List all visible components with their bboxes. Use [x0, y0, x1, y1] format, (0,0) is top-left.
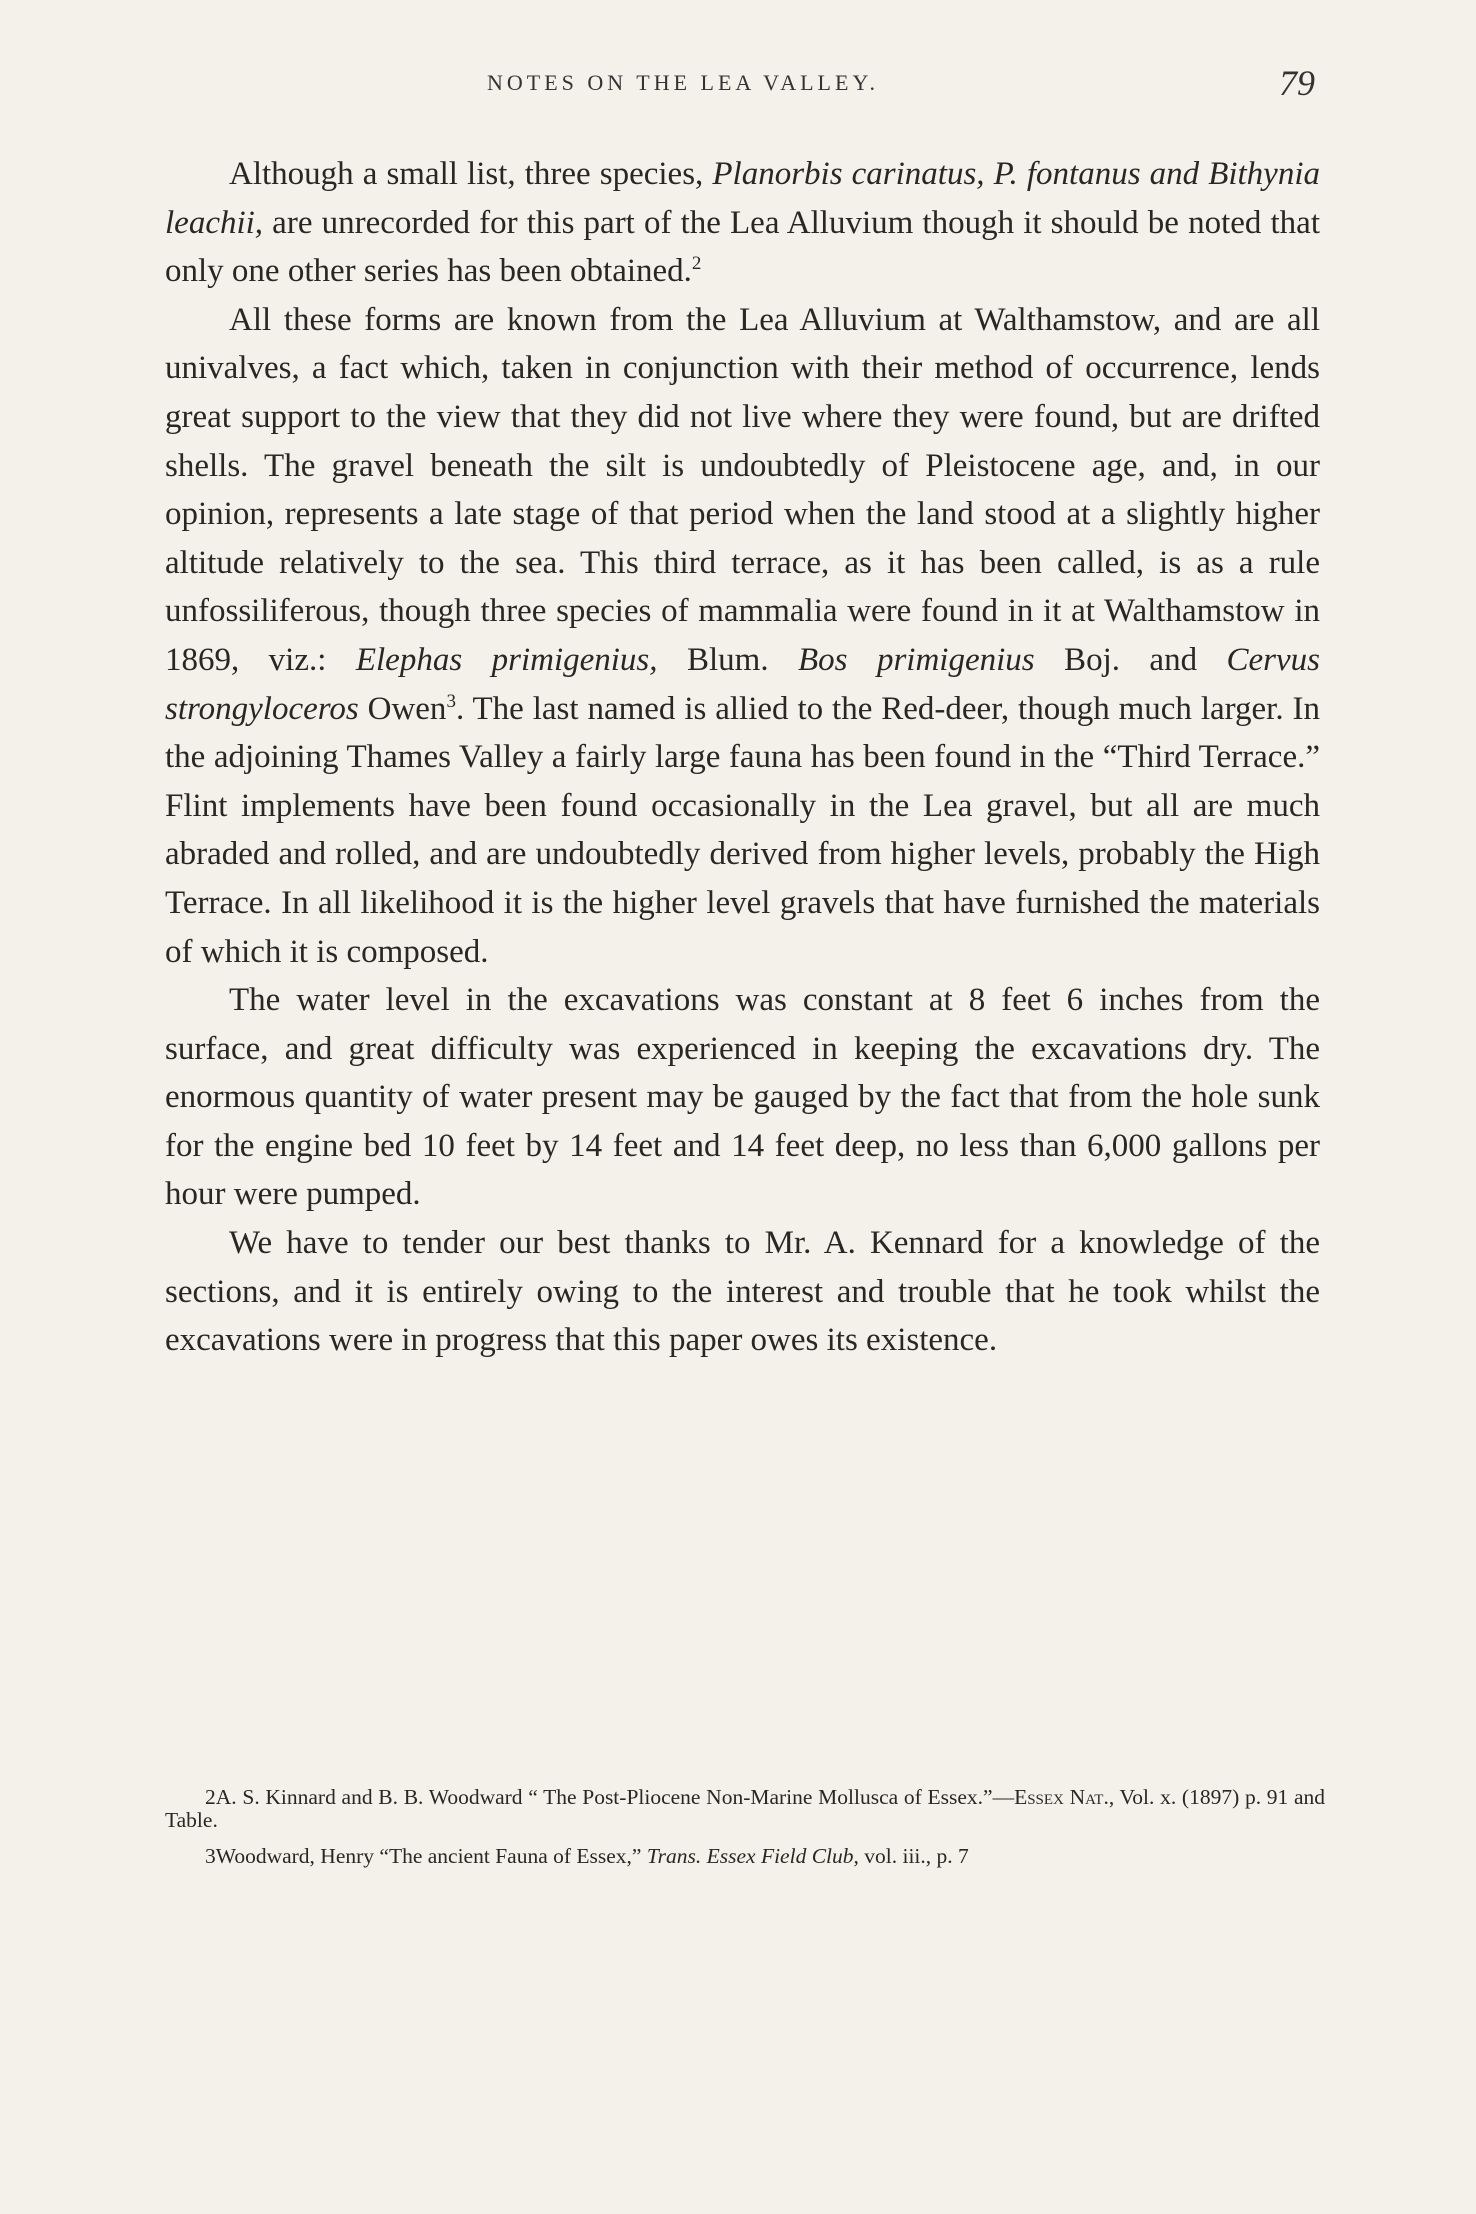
footnote-ref-3: 3 [446, 690, 456, 712]
footnotes [165, 1786, 1325, 1881]
paragraph-1-text-a: Although a small list, three species, [229, 156, 713, 192]
footnote-2 [165, 1786, 1325, 1832]
page-header [165, 63, 1315, 106]
footnote-3 [165, 1845, 1325, 1868]
footnote-3-text: 3Woodward, Henry “The ancient Fauna of Essex,” [205, 1844, 647, 1868]
running-title: NOTES ON THE LEA VALLEY. [487, 70, 879, 95]
paragraph-3: The water level in the excavations was constant at 8 feet 6 inches from the surface, and great difficulty was experienced in keeping the excavations dry. The enormous quantity of water present may be gauged by the fact that from the hole sunk for the engine bed 10 feet by 14 feet and 14 feet deep, no less than 6,000 gallons per hour were pumped. [165, 982, 1320, 1213]
paragraph-2-text-b: Blum. [657, 641, 799, 678]
page-number: 79 [1279, 63, 1315, 103]
species-bos: Bos primigenius [798, 641, 1035, 678]
paragraph-2-text-d: Owen [358, 690, 447, 727]
species-elephas: Elephas primigenius, [355, 641, 658, 678]
paragraph-2-text-a: All these forms are known from the Lea Alluvium at Walthamstow, and are all univalves, a fact which, taken in conjunction with their method of occurrence, lends great support to the view that they did not live where they were found, but are drifted shells. The gravel beneath the silt is undoubtedly of Pleistocene age, and, in our opinion, represents a late stage of that period when the land stood at a slightly higher altitude relatively to the sea. This third terrace, as it has been called, is as a rule unfossiliferous, though three species of mammalia were found in it at Walthamstow in 1869, viz.: [165, 301, 1320, 678]
paragraph-1 [165, 150, 1320, 296]
body-text [165, 150, 1320, 1365]
species-cervus: Cervus strongyloceros [165, 641, 1321, 727]
paragraph-2 [165, 296, 1320, 976]
paragraph-1-text-b: are unrecorded for this part of the Lea Alluvium though it should be noted that only one other series has been obtained. [165, 204, 1320, 290]
footnote-3-rest: vol. iii., p. 7 [858, 1844, 969, 1868]
species-names: Planorbis carinatus, P. fontanus and Bithynia leachii, [165, 156, 1320, 241]
footnote-2-journal: Essex Nat. [1014, 1785, 1109, 1809]
footnote-2-rest: , Vol. x. (1897) p. 91 and Table. [165, 1785, 1326, 1832]
footnote-ref-2: 2 [691, 253, 702, 275]
paragraph-2-text-c: Boj. and [1034, 641, 1227, 678]
footnote-2-text: 2A. S. Kinnard and B. B. Woodward “ The Post-Pliocene Non-Marine Mollusca of Essex.”— [205, 1785, 1015, 1809]
footnote-3-journal: Trans. Essex Field Club, [646, 1844, 859, 1868]
paragraph-2-text-e: . The last named is allied to the Red-deer, though much larger. In the adjoining Thames Valley a fairly large fauna has been found in the “Third Terrace.” Flint implements have been found occasionally in the Lea gravel, but all are much abraded and rolled, and are undoubtedly derived from higher levels, probably the High Terrace. In all likelihood it is the higher level gravels that have furnished the materials of which it is composed. [165, 690, 1321, 970]
paragraph-4: We have to tender our best thanks to Mr. A. Kennard for a knowledge of the sections, and it is entirely owing to the interest and trouble that he took whilst the excavations were in progress that this paper owes its existence. [165, 1225, 1320, 1359]
